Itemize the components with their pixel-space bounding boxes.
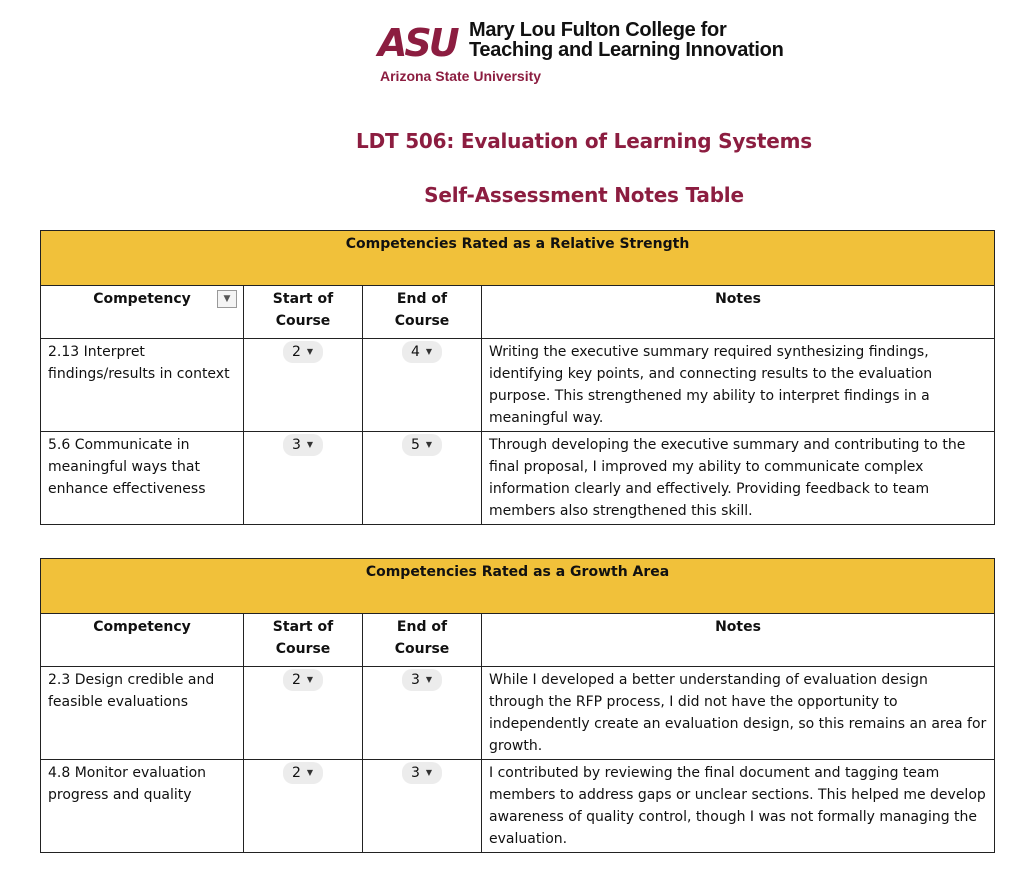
table-row (41, 339, 995, 432)
caret-down-icon: ▼ (425, 440, 433, 449)
rating-value: 3 (291, 437, 301, 453)
competency-cell[interactable]: 5.6 Communicate in meaningful ways that enhance effectiveness (41, 432, 244, 525)
start-header-line1: Start of (272, 291, 334, 307)
end-rating-dropdown[interactable] (402, 762, 442, 784)
page-title: LDT 506: Evaluation of Learning Systems (356, 129, 812, 153)
college-name (469, 20, 784, 60)
rating-value: 4 (410, 344, 420, 360)
notes-column-header: Notes (482, 614, 995, 667)
filter-dropdown-icon[interactable]: ▼ (217, 290, 237, 308)
caret-down-icon: ▼ (306, 347, 314, 356)
start-header-line1: Start of (272, 619, 334, 635)
notes-column-header: Notes (482, 286, 995, 339)
notes-cell[interactable]: Through developing the executive summary and contributing to the final proposal, I improved my ability to communicate complex information clearly and effectively. Providing feedback to team members also strengthened this skill. (482, 432, 995, 525)
competency-column-header (41, 286, 244, 339)
rating-value: 2 (291, 672, 301, 688)
end-rating-cell (363, 667, 482, 760)
caret-down-icon: ▼ (425, 675, 433, 684)
table-row (41, 432, 995, 525)
end-column-header (363, 614, 482, 667)
caret-down-icon: ▼ (306, 675, 314, 684)
strength-table-heading: Competencies Rated as a Relative Strength (41, 231, 995, 286)
start-rating-dropdown[interactable] (283, 762, 323, 784)
rating-value: 3 (410, 765, 420, 781)
notes-cell[interactable]: While I developed a better understanding of evaluation design through the RFP process, I did not have the opportunity to independently create an evaluation design, so this remains an area for growth. (482, 667, 995, 760)
strength-table (40, 230, 995, 525)
notes-cell[interactable]: I contributed by reviewing the final document and tagging team members to address gaps or unclear sections. This helped me develop awareness of quality control, though I was not formally managing the evaluation. (482, 760, 995, 853)
caret-down-icon: ▼ (425, 347, 433, 356)
end-rating-cell (363, 432, 482, 525)
end-rating-dropdown[interactable] (402, 669, 442, 691)
end-header-line2: Course (394, 641, 450, 657)
caret-down-icon: ▼ (306, 768, 314, 777)
end-header-line2: Course (394, 313, 450, 329)
start-rating-cell (244, 760, 363, 853)
college-name-line2: Teaching and Learning Innovation (469, 39, 784, 61)
caret-down-icon: ▼ (306, 440, 314, 449)
end-column-header (363, 286, 482, 339)
rating-value: 2 (291, 765, 301, 781)
college-name-line1: Mary Lou Fulton College for (469, 19, 727, 41)
competency-cell[interactable]: 2.3 Design credible and feasible evaluations (41, 667, 244, 760)
asu-mark-logo: ASU (378, 21, 457, 65)
page-subtitle: Self-Assessment Notes Table (424, 183, 744, 207)
rating-value: 2 (291, 344, 301, 360)
competency-cell[interactable]: 4.8 Monitor evaluation progress and quality (41, 760, 244, 853)
start-header-line2: Course (275, 313, 331, 329)
university-name: Arizona State University (380, 68, 542, 84)
competency-header-label: Competency (93, 291, 191, 307)
end-rating-dropdown[interactable] (402, 434, 442, 456)
growth-table (40, 558, 995, 853)
start-rating-cell (244, 667, 363, 760)
competency-column-header: Competency (41, 614, 244, 667)
start-rating-dropdown[interactable] (283, 341, 323, 363)
start-column-header (244, 614, 363, 667)
end-header-line1: End of (396, 291, 448, 307)
end-header-line1: End of (396, 619, 448, 635)
start-rating-cell (244, 339, 363, 432)
start-column-header (244, 286, 363, 339)
end-rating-cell (363, 339, 482, 432)
asu-logo (378, 18, 808, 88)
end-rating-cell (363, 760, 482, 853)
rating-value: 3 (410, 672, 420, 688)
growth-table-heading: Competencies Rated as a Growth Area (41, 559, 995, 614)
table-row (41, 760, 995, 853)
end-rating-dropdown[interactable] (402, 341, 442, 363)
competency-cell[interactable]: 2.13 Interpret findings/results in context (41, 339, 244, 432)
start-rating-cell (244, 432, 363, 525)
table-row (41, 667, 995, 760)
start-rating-dropdown[interactable] (283, 434, 323, 456)
rating-value: 5 (410, 437, 420, 453)
start-rating-dropdown[interactable] (283, 669, 323, 691)
caret-down-icon: ▼ (425, 768, 433, 777)
notes-cell[interactable]: Writing the executive summary required synthesizing findings, identifying key points, and connecting results to the evaluation purpose. This strengthened my ability to interpret findings in a meaningful way. (482, 339, 995, 432)
start-header-line2: Course (275, 641, 331, 657)
